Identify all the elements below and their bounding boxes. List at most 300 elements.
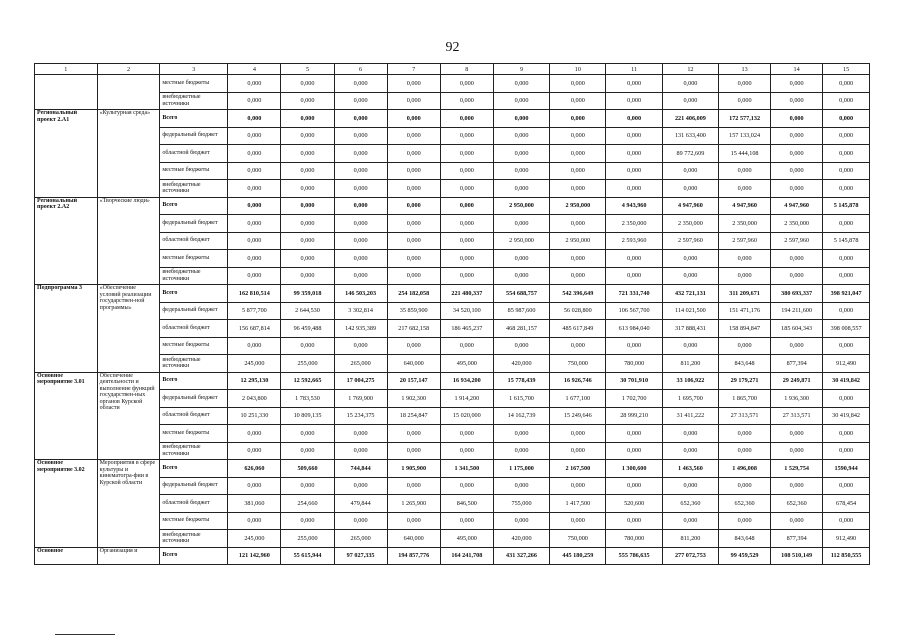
amount-cell: 0,000 bbox=[606, 127, 662, 145]
amount-cell: 0,000 bbox=[823, 302, 870, 320]
funding-source: федеральный бюджет bbox=[160, 127, 228, 145]
amount-cell: 0,000 bbox=[387, 337, 440, 355]
funding-source: местные бюджеты bbox=[160, 162, 228, 180]
amount-cell: 0,000 bbox=[493, 512, 549, 530]
amount-cell: 0,000 bbox=[719, 477, 771, 495]
amount-cell: 2 950,000 bbox=[550, 197, 606, 215]
amount-cell: 0,000 bbox=[228, 215, 281, 233]
table-row bbox=[35, 285, 870, 303]
amount-cell: 151 471,176 bbox=[719, 302, 771, 320]
amount-cell: 0,000 bbox=[334, 180, 387, 198]
column-number: 6 bbox=[334, 64, 387, 75]
amount-cell: 0,000 bbox=[334, 75, 387, 93]
amount-cell: 185 604,343 bbox=[771, 320, 823, 338]
amount-cell: 157 133,024 bbox=[719, 127, 771, 145]
amount-cell: 0,000 bbox=[550, 215, 606, 233]
amount-cell: 0,000 bbox=[606, 267, 662, 285]
amount-cell: 0,000 bbox=[334, 477, 387, 495]
amount-cell: 432 721,131 bbox=[662, 285, 718, 303]
amount-cell: 217 682,158 bbox=[387, 320, 440, 338]
amount-cell: 0,000 bbox=[228, 232, 281, 250]
amount-cell: 0,000 bbox=[662, 92, 718, 110]
amount-cell: 0,000 bbox=[606, 180, 662, 198]
amount-cell: 0,000 bbox=[440, 162, 493, 180]
amount-cell: 0,000 bbox=[823, 215, 870, 233]
amount-cell: 2 597,960 bbox=[662, 232, 718, 250]
amount-cell: 0,000 bbox=[719, 442, 771, 460]
amount-cell: 0,000 bbox=[719, 250, 771, 268]
amount-cell: 509,660 bbox=[281, 460, 334, 478]
amount-cell: 255,000 bbox=[281, 355, 334, 373]
amount-cell: 15 778,439 bbox=[493, 372, 549, 390]
amount-cell: 0,000 bbox=[550, 337, 606, 355]
amount-cell: 2 950,000 bbox=[493, 232, 549, 250]
amount-cell: 0,000 bbox=[387, 232, 440, 250]
table-row bbox=[35, 372, 870, 390]
amount-cell: 0,000 bbox=[771, 110, 823, 128]
amount-cell: 0,000 bbox=[823, 512, 870, 530]
table-row bbox=[35, 512, 870, 530]
amount-cell: 164 241,708 bbox=[440, 547, 493, 565]
amount-cell: 0,000 bbox=[823, 92, 870, 110]
amount-cell: 194 211,600 bbox=[771, 302, 823, 320]
funding-source: внебюджетные источники bbox=[160, 92, 228, 110]
amount-cell: 0,000 bbox=[440, 442, 493, 460]
amount-cell: 0,000 bbox=[719, 75, 771, 93]
amount-cell: 640,000 bbox=[387, 355, 440, 373]
amount-cell: 85 987,600 bbox=[493, 302, 549, 320]
amount-cell: 108 510,149 bbox=[771, 547, 823, 565]
amount-cell: 0,000 bbox=[550, 75, 606, 93]
amount-cell: 0,000 bbox=[550, 162, 606, 180]
amount-cell: 0,000 bbox=[334, 145, 387, 163]
funding-source: Всего bbox=[160, 547, 228, 565]
amount-cell: 10 809,135 bbox=[281, 407, 334, 425]
amount-cell: 640,000 bbox=[387, 530, 440, 548]
amount-cell: 0,000 bbox=[771, 162, 823, 180]
amount-cell: 0,000 bbox=[662, 337, 718, 355]
amount-cell: 0,000 bbox=[662, 442, 718, 460]
funding-source: федеральный бюджет bbox=[160, 390, 228, 408]
amount-cell: 96 459,488 bbox=[281, 320, 334, 338]
amount-cell: 254,660 bbox=[281, 495, 334, 513]
amount-cell: 4 943,960 bbox=[606, 197, 662, 215]
column-number: 15 bbox=[823, 64, 870, 75]
amount-cell: 194 857,776 bbox=[387, 547, 440, 565]
amount-cell: 0,000 bbox=[281, 250, 334, 268]
amount-cell: 0,000 bbox=[440, 425, 493, 443]
amount-cell: 1 936,300 bbox=[771, 390, 823, 408]
amount-cell: 0,000 bbox=[440, 267, 493, 285]
table-row bbox=[35, 162, 870, 180]
amount-cell: 0,000 bbox=[228, 267, 281, 285]
table-row bbox=[35, 425, 870, 443]
table-row bbox=[35, 180, 870, 198]
funding-source: федеральный бюджет bbox=[160, 302, 228, 320]
amount-cell: 0,000 bbox=[228, 197, 281, 215]
amount-cell: 0,000 bbox=[606, 442, 662, 460]
amount-cell: 221 480,337 bbox=[440, 285, 493, 303]
amount-cell: 0,000 bbox=[550, 425, 606, 443]
amount-cell: 0,000 bbox=[771, 267, 823, 285]
amount-cell: 0,000 bbox=[493, 180, 549, 198]
amount-cell: 172 577,132 bbox=[719, 110, 771, 128]
amount-cell: 245,000 bbox=[228, 530, 281, 548]
amount-cell: 16 926,746 bbox=[550, 372, 606, 390]
column-number: 3 bbox=[160, 64, 228, 75]
amount-cell: 381,060 bbox=[228, 495, 281, 513]
amount-cell: 877,394 bbox=[771, 530, 823, 548]
amount-cell: 0,000 bbox=[823, 267, 870, 285]
amount-cell: 0,000 bbox=[662, 477, 718, 495]
amount-cell: 0,000 bbox=[493, 267, 549, 285]
amount-cell: 0,000 bbox=[228, 337, 281, 355]
amount-cell: 420,000 bbox=[493, 530, 549, 548]
program-name: Основное мероприятие 3.01 bbox=[35, 372, 98, 460]
amount-cell: 0,000 bbox=[823, 162, 870, 180]
amount-cell: 0,000 bbox=[662, 512, 718, 530]
amount-cell: 0,000 bbox=[662, 162, 718, 180]
amount-cell: 0,000 bbox=[387, 267, 440, 285]
amount-cell: 380 693,337 bbox=[771, 285, 823, 303]
amount-cell: 1 175,000 bbox=[493, 460, 549, 478]
funding-source: Всего bbox=[160, 197, 228, 215]
amount-cell: 479,844 bbox=[334, 495, 387, 513]
amount-cell: 0,000 bbox=[387, 162, 440, 180]
amount-cell: 0,000 bbox=[440, 75, 493, 93]
amount-cell: 1 783,530 bbox=[281, 390, 334, 408]
amount-cell: 431 327,266 bbox=[493, 547, 549, 565]
amount-cell: 4 947,960 bbox=[719, 197, 771, 215]
amount-cell: 0,000 bbox=[823, 110, 870, 128]
amount-cell: 106 567,700 bbox=[606, 302, 662, 320]
program-name: Региональный проект 2.А1 bbox=[35, 110, 98, 198]
amount-cell: 0,000 bbox=[771, 477, 823, 495]
amount-cell: 0,000 bbox=[281, 180, 334, 198]
amount-cell: 1 905,900 bbox=[387, 460, 440, 478]
amount-cell: 0,000 bbox=[334, 197, 387, 215]
table-row bbox=[35, 110, 870, 128]
amount-cell: 0,000 bbox=[493, 75, 549, 93]
amount-cell: 0,000 bbox=[606, 477, 662, 495]
column-number: 11 bbox=[606, 64, 662, 75]
amount-cell: 55 615,944 bbox=[281, 547, 334, 565]
amount-cell: 0,000 bbox=[493, 145, 549, 163]
amount-cell: 29 179,271 bbox=[719, 372, 771, 390]
amount-cell: 0,000 bbox=[550, 267, 606, 285]
amount-cell: 35 859,900 bbox=[387, 302, 440, 320]
amount-cell: 0,000 bbox=[493, 127, 549, 145]
amount-cell: 30 701,910 bbox=[606, 372, 662, 390]
program-title: Организация и bbox=[97, 547, 160, 565]
amount-cell: 0,000 bbox=[606, 92, 662, 110]
amount-cell: 1 902,300 bbox=[387, 390, 440, 408]
amount-cell: 0,000 bbox=[387, 215, 440, 233]
amount-cell: 1 865,700 bbox=[719, 390, 771, 408]
amount-cell: 520,600 bbox=[606, 495, 662, 513]
program-title: Мероприятия в сфере культуры и кинематогра-фии в Курской области bbox=[97, 460, 160, 548]
amount-cell: 0,000 bbox=[387, 75, 440, 93]
amount-cell: 912,490 bbox=[823, 530, 870, 548]
amount-cell: 277 072,753 bbox=[662, 547, 718, 565]
amount-cell: 0,000 bbox=[771, 442, 823, 460]
amount-cell: 0,000 bbox=[334, 337, 387, 355]
column-number: 5 bbox=[281, 64, 334, 75]
amount-cell: 0,000 bbox=[440, 110, 493, 128]
amount-cell: 16 934,200 bbox=[440, 372, 493, 390]
amount-cell: 1 529,754 bbox=[771, 460, 823, 478]
amount-cell: 0,000 bbox=[440, 337, 493, 355]
amount-cell: 0,000 bbox=[228, 145, 281, 163]
amount-cell: 0,000 bbox=[771, 337, 823, 355]
funding-source: областной бюджет bbox=[160, 320, 228, 338]
amount-cell: 17 004,275 bbox=[334, 372, 387, 390]
amount-cell: 0,000 bbox=[550, 180, 606, 198]
amount-cell: 0,000 bbox=[606, 75, 662, 93]
program-name: Основное мероприятие 3.02 bbox=[35, 460, 98, 548]
amount-cell: 0,000 bbox=[606, 110, 662, 128]
amount-cell: 29 249,871 bbox=[771, 372, 823, 390]
amount-cell: 0,000 bbox=[493, 337, 549, 355]
funding-source: местные бюджеты bbox=[160, 337, 228, 355]
amount-cell: 0,000 bbox=[606, 250, 662, 268]
amount-cell: 5 145,878 bbox=[823, 232, 870, 250]
amount-cell: 1 341,500 bbox=[440, 460, 493, 478]
amount-cell: 0,000 bbox=[493, 250, 549, 268]
amount-cell: 420,000 bbox=[493, 355, 549, 373]
amount-cell: 0,000 bbox=[771, 127, 823, 145]
amount-cell: 2 350,000 bbox=[771, 215, 823, 233]
amount-cell: 14 162,739 bbox=[493, 407, 549, 425]
amount-cell: 1 695,700 bbox=[662, 390, 718, 408]
amount-cell: 0,000 bbox=[334, 162, 387, 180]
amount-cell: 0,000 bbox=[334, 110, 387, 128]
amount-cell: 2 350,000 bbox=[606, 215, 662, 233]
table-row bbox=[35, 460, 870, 478]
amount-cell: 0,000 bbox=[228, 162, 281, 180]
table-row bbox=[35, 530, 870, 548]
amount-cell: 99 459,529 bbox=[719, 547, 771, 565]
table-row bbox=[35, 92, 870, 110]
amount-cell: 0,000 bbox=[493, 110, 549, 128]
amount-cell: 15 444,108 bbox=[719, 145, 771, 163]
amount-cell: 0,000 bbox=[281, 442, 334, 460]
amount-cell: 542 396,649 bbox=[550, 285, 606, 303]
table-row bbox=[35, 302, 870, 320]
program-title: Обеспечение деятельности и выполнение функций государствен-ных органов Курской области bbox=[97, 372, 160, 460]
amount-cell: 0,000 bbox=[387, 197, 440, 215]
amount-cell: 0,000 bbox=[387, 92, 440, 110]
column-number: 13 bbox=[719, 64, 771, 75]
amount-cell: 0,000 bbox=[387, 425, 440, 443]
program-title bbox=[97, 75, 160, 110]
amount-cell: 131 633,400 bbox=[662, 127, 718, 145]
amount-cell: 750,000 bbox=[550, 530, 606, 548]
amount-cell: 468 281,157 bbox=[493, 320, 549, 338]
amount-cell: 0,000 bbox=[334, 250, 387, 268]
amount-cell: 0,000 bbox=[228, 477, 281, 495]
amount-cell: 0,000 bbox=[823, 425, 870, 443]
amount-cell: 221 406,009 bbox=[662, 110, 718, 128]
amount-cell: 255,000 bbox=[281, 530, 334, 548]
page-number: 92 bbox=[445, 40, 460, 55]
column-number: 8 bbox=[440, 64, 493, 75]
funding-source: Всего bbox=[160, 285, 228, 303]
amount-cell: 721 331,740 bbox=[606, 285, 662, 303]
column-number: 1 bbox=[35, 64, 98, 75]
amount-cell: 0,000 bbox=[281, 145, 334, 163]
amount-cell: 12 592,665 bbox=[281, 372, 334, 390]
funding-source: местные бюджеты bbox=[160, 250, 228, 268]
amount-cell: 18 254,847 bbox=[387, 407, 440, 425]
amount-cell: 0,000 bbox=[281, 162, 334, 180]
amount-cell: 0,000 bbox=[606, 145, 662, 163]
amount-cell: 0,000 bbox=[550, 442, 606, 460]
amount-cell: 254 182,058 bbox=[387, 285, 440, 303]
table-row bbox=[35, 232, 870, 250]
amount-cell: 4 947,960 bbox=[771, 197, 823, 215]
amount-cell: 0,000 bbox=[719, 92, 771, 110]
amount-cell: 2 950,000 bbox=[493, 197, 549, 215]
amount-cell: 0,000 bbox=[281, 425, 334, 443]
amount-cell: 398 008,557 bbox=[823, 320, 870, 338]
amount-cell: 0,000 bbox=[334, 127, 387, 145]
amount-cell: 2 593,960 bbox=[606, 232, 662, 250]
funding-source: федеральный бюджет bbox=[160, 215, 228, 233]
amount-cell: 0,000 bbox=[334, 232, 387, 250]
amount-cell: 89 772,609 bbox=[662, 145, 718, 163]
amount-cell: 613 984,040 bbox=[606, 320, 662, 338]
amount-cell: 2 597,960 bbox=[719, 232, 771, 250]
amount-cell: 678,454 bbox=[823, 495, 870, 513]
amount-cell: 4 947,960 bbox=[662, 197, 718, 215]
amount-cell: 0,000 bbox=[550, 512, 606, 530]
amount-cell: 5 877,700 bbox=[228, 302, 281, 320]
amount-cell: 0,000 bbox=[387, 442, 440, 460]
column-number: 9 bbox=[493, 64, 549, 75]
footnote-rule bbox=[55, 634, 115, 635]
amount-cell: 30 419,842 bbox=[823, 407, 870, 425]
amount-cell: 265,000 bbox=[334, 355, 387, 373]
amount-cell: 0,000 bbox=[606, 162, 662, 180]
amount-cell: 0,000 bbox=[281, 92, 334, 110]
amount-cell: 755,000 bbox=[493, 495, 549, 513]
amount-cell: 245,000 bbox=[228, 355, 281, 373]
amount-cell: 28 999,210 bbox=[606, 407, 662, 425]
column-number: 7 bbox=[387, 64, 440, 75]
column-number: 14 bbox=[771, 64, 823, 75]
amount-cell: 0,000 bbox=[550, 250, 606, 268]
amount-cell: 0,000 bbox=[550, 145, 606, 163]
program-name bbox=[35, 75, 98, 110]
amount-cell: 0,000 bbox=[387, 127, 440, 145]
amount-cell: 0,000 bbox=[823, 180, 870, 198]
amount-cell: 0,000 bbox=[606, 425, 662, 443]
amount-cell: 652,360 bbox=[719, 495, 771, 513]
amount-cell: 398 921,047 bbox=[823, 285, 870, 303]
amount-cell: 20 157,147 bbox=[387, 372, 440, 390]
amount-cell: 34 520,100 bbox=[440, 302, 493, 320]
amount-cell: 2 350,000 bbox=[662, 215, 718, 233]
amount-cell: 0,000 bbox=[281, 477, 334, 495]
amount-cell: 158 894,847 bbox=[719, 320, 771, 338]
amount-cell: 0,000 bbox=[440, 197, 493, 215]
amount-cell: 0,000 bbox=[662, 267, 718, 285]
amount-cell: 0,000 bbox=[550, 127, 606, 145]
table-row bbox=[35, 407, 870, 425]
amount-cell: 780,000 bbox=[606, 530, 662, 548]
amount-cell: 0,000 bbox=[228, 512, 281, 530]
amount-cell: 0,000 bbox=[550, 92, 606, 110]
amount-cell: 112 850,555 bbox=[823, 547, 870, 565]
amount-cell: 0,000 bbox=[662, 75, 718, 93]
amount-cell: 0,000 bbox=[334, 442, 387, 460]
amount-cell: 652,360 bbox=[771, 495, 823, 513]
amount-cell: 1590,944 bbox=[823, 460, 870, 478]
amount-cell: 0,000 bbox=[719, 512, 771, 530]
amount-cell: 877,394 bbox=[771, 355, 823, 373]
amount-cell: 744,844 bbox=[334, 460, 387, 478]
amount-cell: 0,000 bbox=[771, 75, 823, 93]
funding-source: местные бюджеты bbox=[160, 512, 228, 530]
amount-cell: 843,648 bbox=[719, 355, 771, 373]
amount-cell: 0,000 bbox=[550, 110, 606, 128]
amount-cell: 0,000 bbox=[387, 250, 440, 268]
table-row bbox=[35, 197, 870, 215]
funding-source: Всего bbox=[160, 372, 228, 390]
amount-cell: 0,000 bbox=[281, 215, 334, 233]
program-title: «Творческие люди» bbox=[97, 197, 160, 285]
amount-cell: 3 302,814 bbox=[334, 302, 387, 320]
amount-cell: 1 463,560 bbox=[662, 460, 718, 478]
column-number: 12 bbox=[662, 64, 718, 75]
amount-cell: 0,000 bbox=[334, 425, 387, 443]
amount-cell: 0,000 bbox=[228, 250, 281, 268]
amount-cell: 0,000 bbox=[228, 442, 281, 460]
amount-cell: 0,000 bbox=[440, 250, 493, 268]
amount-cell: 0,000 bbox=[823, 442, 870, 460]
amount-cell: 27 313,571 bbox=[719, 407, 771, 425]
amount-cell: 0,000 bbox=[771, 250, 823, 268]
amount-cell: 0,000 bbox=[440, 127, 493, 145]
amount-cell: 1 496,008 bbox=[719, 460, 771, 478]
amount-cell: 0,000 bbox=[550, 477, 606, 495]
amount-cell: 0,000 bbox=[440, 512, 493, 530]
funding-source: внебюджетные источники bbox=[160, 442, 228, 460]
amount-cell: 317 888,431 bbox=[662, 320, 718, 338]
amount-cell: 2 950,000 bbox=[550, 232, 606, 250]
amount-cell: 0,000 bbox=[493, 162, 549, 180]
amount-cell: 0,000 bbox=[606, 337, 662, 355]
amount-cell: 0,000 bbox=[228, 425, 281, 443]
table-row bbox=[35, 127, 870, 145]
amount-cell: 0,000 bbox=[228, 180, 281, 198]
amount-cell: 142 935,389 bbox=[334, 320, 387, 338]
amount-cell: 0,000 bbox=[719, 162, 771, 180]
table-row bbox=[35, 250, 870, 268]
funding-source: федеральный бюджет bbox=[160, 477, 228, 495]
table-row bbox=[35, 355, 870, 373]
amount-cell: 843,648 bbox=[719, 530, 771, 548]
table-row bbox=[35, 267, 870, 285]
amount-cell: 156 687,814 bbox=[228, 320, 281, 338]
funding-source: областной бюджет bbox=[160, 495, 228, 513]
amount-cell: 1 702,700 bbox=[606, 390, 662, 408]
table-row bbox=[35, 215, 870, 233]
amount-cell: 0,000 bbox=[334, 512, 387, 530]
amount-cell: 0,000 bbox=[823, 337, 870, 355]
amount-cell: 186 465,237 bbox=[440, 320, 493, 338]
